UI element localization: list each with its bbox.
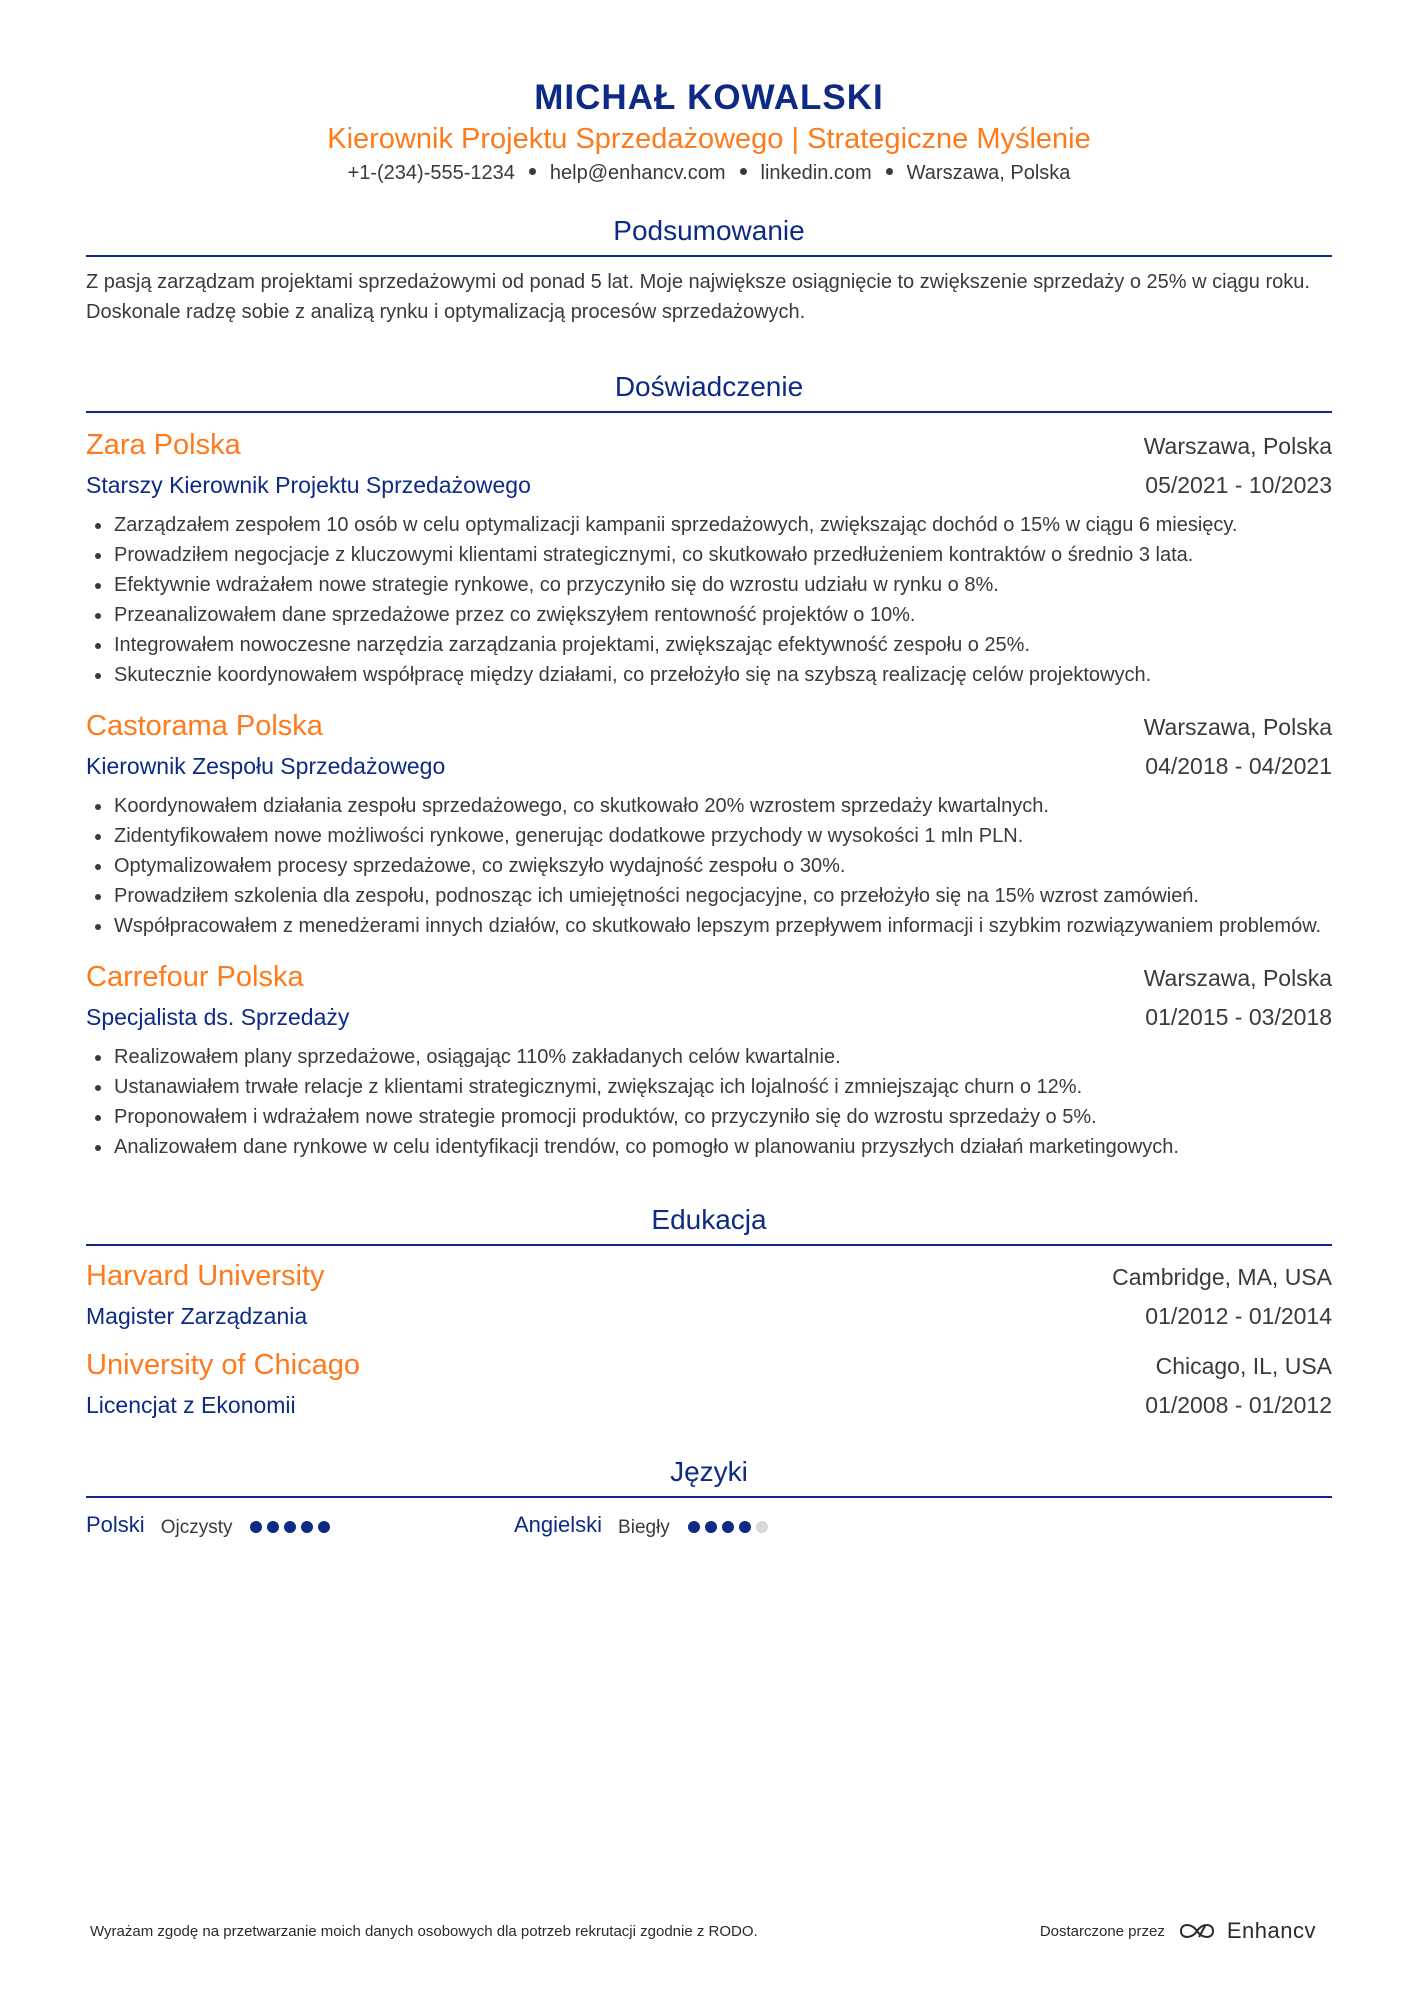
job-location: Warszawa, Polska [1143,433,1332,459]
enhancv-logo-icon [1177,1920,1217,1942]
edu-school: Harvard University [86,1260,325,1292]
job-bullets [86,510,1332,690]
job-location: Warszawa, Polska [1143,965,1332,991]
rating-dot-filled [688,1521,700,1533]
bullet-item: Ustanawiałem trwałe relacje z klientami strategicznymi, zwiększając ich lojalność i zmniejszając churn o 12%. [86,1072,1332,1102]
language-level: Biegły [618,1517,670,1538]
section-heading-summary: Podsumowanie [86,213,1332,257]
brand-credit [1040,1918,1316,1944]
bullet-item: Efektywnie wdrażałem nowe strategie rynkowe, co przyczyniło się do wzrostu udziału w rynku o 8%. [86,570,1332,600]
education-entry [86,1256,1332,1335]
bullet-item: Proponowałem i wdrażałem nowe strategie promocji produktów, co przyczyniło się do wzrostu sprzedaży o 5%. [86,1102,1332,1132]
education-entry [86,1345,1332,1424]
section-heading-experience: Doświadczenie [86,369,1332,413]
contact-phone: +1-(234)-555-1234 [347,162,515,184]
language-item [86,1512,514,1538]
bullet-item: Integrowałem nowoczesne narzędzia zarządzania projektami, zwiększając efektywność zespołu o 25%. [86,630,1332,660]
language-name: Angielski [514,1512,603,1537]
edu-degree: Licencjat z Ekonomii [86,1392,296,1418]
edu-location: Chicago, IL, USA [1155,1353,1332,1379]
rating-dot-filled [250,1521,262,1533]
job-company: Zara Polska [86,429,241,461]
bullet-item: Prowadziłem szkolenia dla zespołu, podnosząc ich umiejętności negocjacyjne, co przełożyło się na 15% wzrost zamówień. [86,881,1332,911]
resume-header [86,78,1332,187]
contact-line [86,159,1332,187]
contact-location: Warszawa, Polska [906,162,1071,184]
bullet-item: Przeanalizowałem dane sprzedażowe przez co zwiększyłem rentowność projektów o 10%. [86,600,1332,630]
separator-dot [740,168,747,175]
contact-email: help@enhancv.com [549,162,726,184]
job-entry [86,706,1332,941]
job-company: Castorama Polska [86,710,323,742]
separator-dot [886,168,893,175]
job-dates: 05/2021 - 10/2023 [1145,472,1332,498]
section-heading-education: Edukacja [86,1202,1332,1246]
language-level: Ojczysty [160,1517,233,1538]
job-role: Starszy Kierownik Projektu Sprzedażowego [86,472,531,498]
language-rating [688,1521,773,1533]
section-heading-languages: Języki [86,1454,1332,1498]
summary-text: Z pasją zarządzam projektami sprzedażowymi od ponad 5 lat. Moje największe osiągnięcie to zwiększenie sprzedaży o 25% w ciągu roku. Doskonale radzę sobie z analizą rynku i optymalizacją procesów sprzedażowych. [86,271,1310,323]
candidate-title: Kierownik Projektu Sprzedażowego | Strategiczne Myślenie [327,123,1091,155]
job-role: Specjalista ds. Sprzedaży [86,1004,350,1030]
job-role: Kierownik Zespołu Sprzedażowego [86,753,446,779]
edu-dates: 01/2012 - 01/2014 [1145,1303,1332,1329]
bullet-item: Realizowałem plany sprzedażowe, osiągając 110% zakładanych celów kwartalnie. [86,1042,1332,1072]
job-dates: 01/2015 - 03/2018 [1145,1004,1332,1030]
bullet-item: Współpracowałem z menedżerami innych działów, co skutkowało lepszym przepływem informacji i szybkim rozwiązywaniem problemów. [86,911,1332,941]
language-name: Polski [86,1512,145,1537]
rating-dot-filled [739,1521,751,1533]
contact-linkedin: linkedin.com [760,162,872,184]
job-bullets [86,1042,1332,1162]
separator-dot [529,168,536,175]
page-footer [90,1918,1316,1944]
job-location: Warszawa, Polska [1143,714,1332,740]
rating-dot-filled [318,1521,330,1533]
bullet-item: Prowadziłem negocjacje z kluczowymi klientami strategicznymi, co skutkowało przedłużeniem kontraktów o średnio 3 lata. [86,540,1332,570]
language-item [514,1512,942,1538]
bullet-item: Skutecznie koordynowałem współpracę między działami, co przełożyło się na szybszą realizację celów projektowych. [86,660,1332,690]
edu-degree: Magister Zarządzania [86,1303,308,1329]
rating-dot-empty [756,1521,768,1533]
bullet-item: Koordynowałem działania zespołu sprzedażowego, co skutkowało 20% wzrostem sprzedaży kwartalnych. [86,791,1332,821]
language-rating [250,1521,335,1533]
bullet-item: Analizowałem dane rynkowe w celu identyfikacji trendów, co pomogło w planowaniu przyszłych działań marketingowych. [86,1132,1332,1162]
job-entry [86,425,1332,690]
job-entry [86,957,1332,1162]
edu-dates: 01/2008 - 01/2012 [1145,1392,1332,1418]
job-bullets [86,791,1332,941]
edu-school: University of Chicago [86,1349,360,1381]
edu-location: Cambridge, MA, USA [1112,1264,1332,1290]
rating-dot-filled [284,1521,296,1533]
rodo-consent: Wyrażam zgodę na przetwarzanie moich danych osobowych dla potrzeb rekrutacji zgodnie z RODO. [90,1922,758,1940]
language-list [86,1508,1332,1542]
rating-dot-filled [705,1521,717,1533]
job-company: Carrefour Polska [86,961,304,993]
bullet-item: Zarządzałem zespołem 10 osób w celu optymalizacji kampanii sprzedażowych, zwiększając dochód o 15% w ciągu 6 miesięcy. [86,510,1332,540]
powered-by-label: Dostarczone przez [1039,1922,1165,1940]
candidate-name: MICHAŁ KOWALSKI [534,78,884,117]
resume-page [86,78,1332,1542]
brand-name: Enhancv [1226,1918,1316,1943]
bullet-item: Optymalizowałem procesy sprzedażowe, co zwiększyło wydajność zespołu o 30%. [86,851,1332,881]
rating-dot-filled [301,1521,313,1533]
job-dates: 04/2018 - 04/2021 [1145,753,1332,779]
bullet-item: Zidentyfikowałem nowe możliwości rynkowe, generując dodatkowe przychody w wysokości 1 mln PLN. [86,821,1332,851]
rating-dot-filled [267,1521,279,1533]
rating-dot-filled [722,1521,734,1533]
